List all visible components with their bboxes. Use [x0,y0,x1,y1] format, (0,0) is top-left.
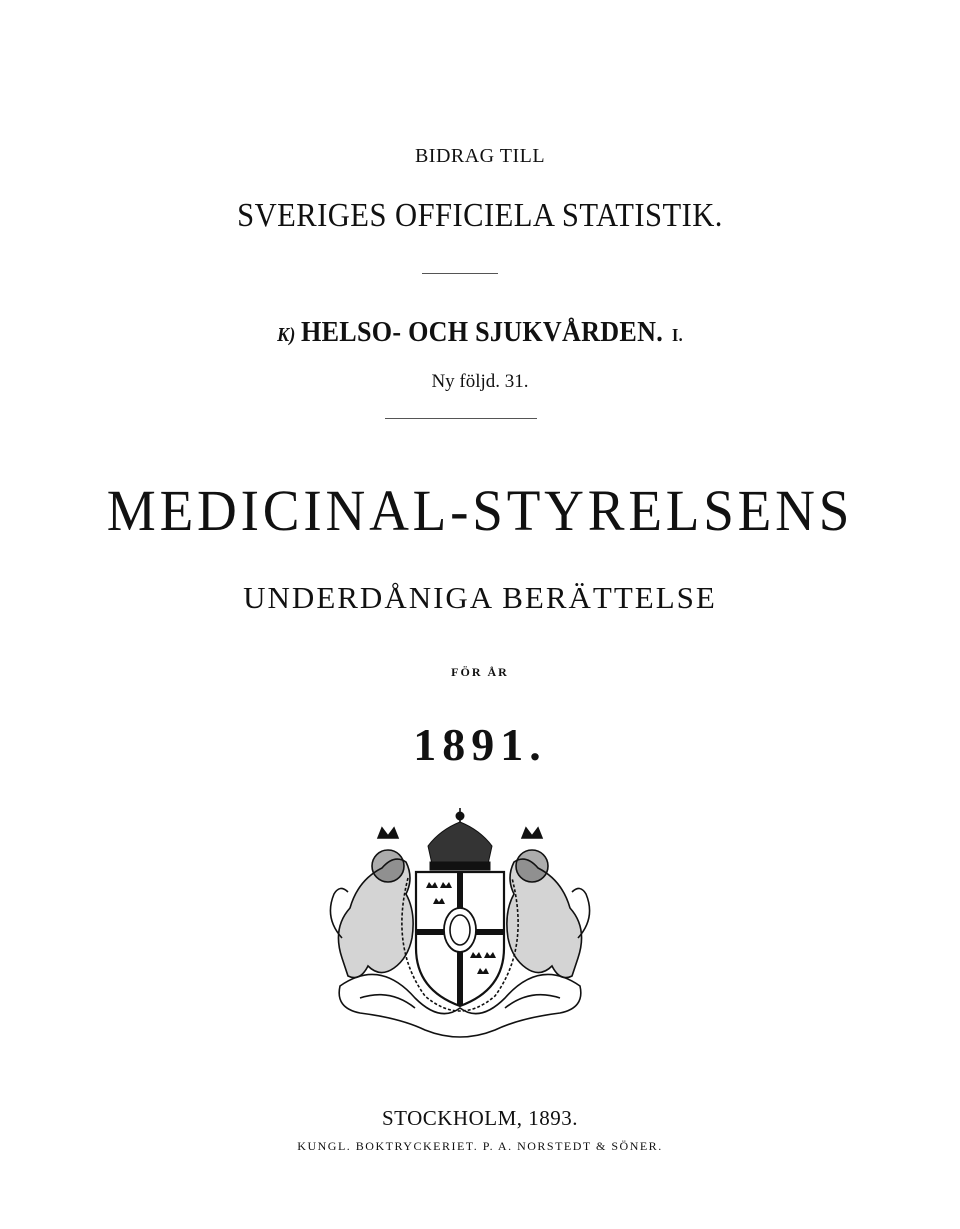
series-title: SVERIGES OFFICIELA STATISTIK. [237,197,723,234]
series-prefix: BIDRAG TILL [414,145,546,167]
main-title: MEDICINAL-STYRELSENS [106,478,854,543]
subtitle: UNDERDÅNIGA BERÄTTELSE [243,580,717,615]
section-heading [48,318,912,347]
imprint-place: STOCKHOLM, 1893. [381,1106,579,1130]
section-name: HELSO- OCH SJUKVÅRDEN. [301,316,664,348]
section-part: I. [672,325,683,345]
series-number: Ny följd. 31. [431,371,529,392]
imprint-printer: KUNGL. BOKTRYCKERIET. P. A. NORSTEDT & SÖNER. [297,1139,663,1153]
divider-rule [385,418,537,419]
divider-rule [422,273,498,274]
report-year: 1891. [413,719,547,770]
year-prefix: FÖR ÅR [451,665,509,679]
swedish-coat-of-arms-icon [320,808,600,1044]
section-letter: K) [277,324,296,346]
